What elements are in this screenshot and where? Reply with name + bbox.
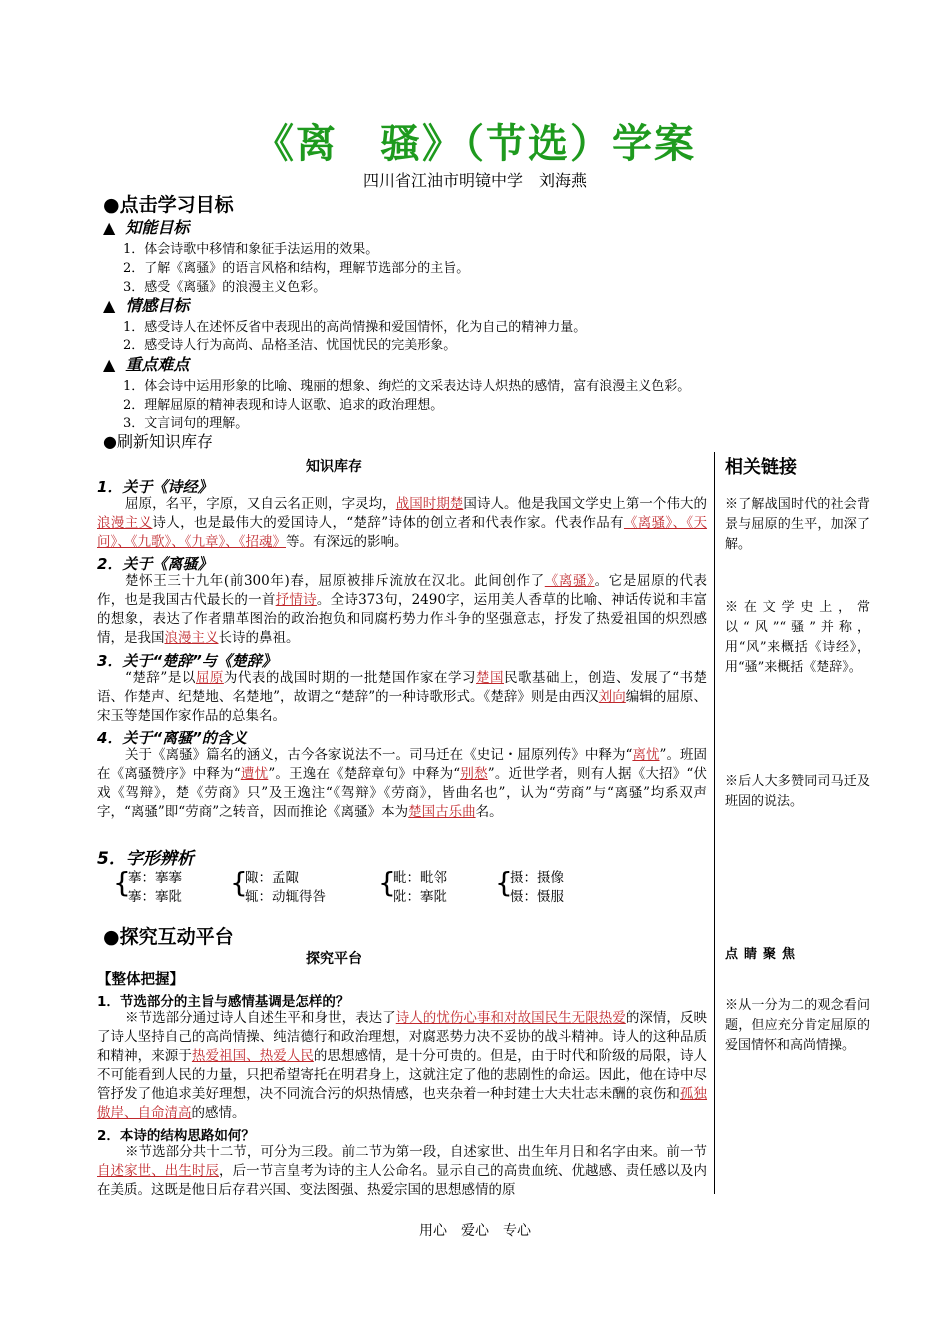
answer-2: ※节选部分共十二节，可分为三段。前二节为第一段，自述家世、出生年月日和名字由来。前一节自述家世、出生时辰，后一节言皇考为诗的主人公命名。显示自己的高贵血统、优越感、责任感以及内在美质。这既是他日后存君兴国、变法图强、热爱宗国的思想感情的原 (97, 1144, 708, 1198)
column-divider (714, 452, 715, 1194)
k2-paragraph: 楚怀王三十九年(前300年)春，屈原被排斥流放在汉北。此间创作了《离骚》。它是屈原的代表作，也是我国古代最长的一首抒情诗。全诗373句，2490字，运用美人香草的比喻、神话传说和丰富的想象，表达了作者鼎革图治的政治抱负和同腐朽势力作斗争的坚强意志，抒发了热爱祖国的炽烈感情，是我国浪漫主义长诗的鼻祖。 (97, 573, 708, 646)
k3-heading: 3．关于“楚辞”与《楚辞》 (97, 652, 277, 670)
answer-1: ※节选部分通过诗人自述生平和身世，表达了诗人的忧伤心事和对故国民生无限热爱的深情，反映了诗人坚持自己的高尚情操、纯洁德行和政治理想，对腐恶势力决不妥协的战斗精神。诗人的这种品质和精神，来源于热爱祖国、热爱人民的思想感情，是十分可贵的。但是，由于时代和阶级的局限，诗人不可能看到人民的力量，只把希望寄托在明君身上，这就注定了他的悲剧性的命运。因此，他在诗中尽管抒发了他追求美好理想，决不同流合污的炽热情感，也夹杂着一种封建士大夫壮志未酬的哀伤和孤独傲岸、自命清高的感情。 (97, 1010, 708, 1121)
brace-icon: { (495, 866, 513, 899)
explore-platform-header: 探究平台 (306, 951, 362, 967)
k4-heading: 4．关于“离骚”的含义 (97, 729, 247, 747)
author-line: 四川省江油市明镜中学 刘海燕 (362, 171, 587, 190)
knowledge-goals-label: ▲ 知能目标 (103, 218, 190, 237)
sidebar-note: ※在文学史上，常以“风”“骚”并称，用“风”来概括《诗经》，用“骚”来概括《楚辞》。 (725, 600, 870, 675)
sidebar-note: ※后人大多赞同司马迁及班固的说法。 (725, 774, 870, 809)
k4-paragraph: 关于《离骚》篇名的涵义，古今各家说法不一。司马迁在《史记・屈原列传》中释为“离忧”。班固在《离骚赞序》中释为“遭忧”。王逸在《楚辞章句》中释为“别愁”。近世学者，则有人据《大招》“伏戏《驾辩》，楚《劳商》只”及王逸注“《驾辩》《劳商》，皆曲名也”，认为“劳商”与“离骚”均系双声字，“离骚”即“劳商”之转音，因而推论《离骚》本为楚国古乐曲名。 (97, 747, 708, 820)
char-item: 陬：孟陬 (245, 870, 299, 886)
brace-icon: { (378, 866, 396, 899)
triangle-icon: ▲ (103, 296, 116, 315)
k3-paragraph: “楚辞”是以屈原为代表的战国时期的一批楚国作家在学习楚国民歌基础上，创造、发展了“书楚语、作楚声、纪楚地、名楚地”，故谓之“楚辞”的一种诗歌形式。《楚辞》则是由西汉刘向编辑的屈原、宋玉等楚国作家作品的总集名。 (97, 670, 708, 724)
related-links-heading: 相关链接 (725, 457, 797, 478)
knowledge-header: 知识库存 (306, 459, 362, 475)
triangle-icon: ▲ (103, 218, 116, 237)
goal-item: 2．感受诗人行为高尚、品格圣洁、忧国忧民的完美形象。 (123, 338, 457, 353)
goal-item: 3．感受《离骚》的浪漫主义色彩。 (123, 280, 327, 295)
page-footer: 用心 爱心 专心 (419, 1223, 531, 1239)
char-item: 搴：搴搴 (128, 870, 182, 886)
char-item: 摄：摄像 (510, 870, 564, 886)
sidebar-note: ※从一分为二的观念看问题，但应充分肯定屈原的爱国情怀和高尚情操。 (725, 998, 870, 1053)
overall-heading: 【整体把握】 (97, 972, 184, 988)
char-item: 搴：搴阰 (128, 889, 182, 905)
emotion-goals-label: ▲ 情感目标 (103, 296, 190, 315)
goal-item: 2．理解屈原的精神表现和诗人讴歌、追求的政治理想。 (123, 398, 444, 413)
k1-paragraph: 屈原，名平，字原，又自云名正则，字灵均，战国时期楚国诗人。他是我国文学史上第一个伟大的浪漫主义诗人，也是最伟大的爱国诗人，“楚辞”诗体的创立者和代表作家。代表作品有《离骚》、《天问》、《九歌》、《九章》、《招魂》等。有深远的影响。 (97, 496, 708, 550)
k2-heading: 2．关于《离骚》 (97, 555, 213, 573)
char-item: 毗：毗邻 (393, 870, 447, 886)
char-item: 慑：慑服 (510, 889, 564, 905)
focus-heading: 点睛聚焦 (725, 947, 802, 962)
goal-item: 1．感受诗人在述怀反省中表现出的高尚情操和爱国情怀，化为自己的精神力量。 (123, 320, 587, 335)
brace-icon: { (230, 866, 248, 899)
refresh-knowledge-heading: ●刷新知识库存 (103, 432, 213, 451)
char-item: 辄：动辄得咎 (245, 889, 326, 905)
learning-goals-heading: ●点击学习目标 (103, 194, 234, 216)
k5-heading: 5．字形辨析 (97, 849, 194, 869)
sidebar-note: ※了解战国时代的社会背景与屈原的生平，加深了解。 (725, 497, 870, 552)
document-title: 《离 骚》（节选）学案 (254, 121, 696, 167)
char-item: 阰：搴阰 (393, 889, 447, 905)
question-2: 2．本诗的结构思路如何？ (97, 1128, 255, 1144)
explore-heading: ●探究互动平台 (103, 926, 234, 948)
k1-heading: 1．关于《诗经》 (97, 478, 213, 496)
goal-item: 1．体会诗中运用形象的比喻、瑰丽的想象、绚烂的文采表达诗人炽热的感情，富有浪漫主义色彩。 (123, 379, 691, 394)
goal-item: 2．了解《离骚》的语言风格和结构，理解节选部分的主旨。 (123, 261, 470, 276)
question-1: 1．节选部分的主旨与感情基调是怎样的？ (97, 994, 350, 1010)
brace-icon: { (113, 866, 131, 899)
key-points-label: ▲ 重点难点 (103, 355, 190, 374)
goal-item: 3．文言词句的理解。 (123, 416, 249, 431)
goal-item: 1．体会诗歌中移情和象征手法运用的效果。 (123, 242, 379, 257)
triangle-icon: ▲ (103, 355, 116, 374)
